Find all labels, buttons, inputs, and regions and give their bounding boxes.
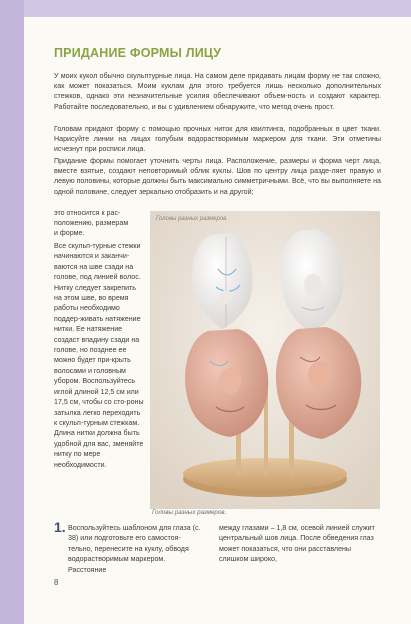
doll-heads-photo — [150, 211, 380, 509]
section-title: ПРИДАНИЕ ФОРМЫ ЛИЦУ — [54, 46, 222, 60]
doll-heads-illustration — [150, 211, 380, 509]
step-number: 1. — [54, 519, 66, 535]
wrap-line: это относится к рас- — [54, 209, 121, 217]
wrap-line: положению, размерам — [54, 219, 129, 227]
page-number: 8 — [54, 578, 59, 587]
photo-caption: Головы разных размеров. — [156, 216, 228, 222]
step-text: Воспользуйтесь шаблоном для глаза (с. 38) или подготовьте его самостоя-тельно, перенесите на куклу, обводя водорастворимым маркером. Расстояние — [68, 524, 201, 574]
figure-caption: Головы разных размеров. — [152, 509, 227, 516]
intro-paragraph: У моих кукол обычно скульптурные лица. На самом деле придавать лицам форму не так сложно, как может показаться. Моим куклам для этого требуется лишь несколько дополнительных стежков, однако эти незначительные усилия обеспечивают объем-ность и создают характер. Работайте последовательно, и вы с удивлением обнаружите, что метод очень прост. — [54, 72, 381, 111]
thread-paragraph: Головам придают форму с помощью прочных ниток для квилтинга, подобранных в цвет ткани. Нарисуйте линии на лицах голубым водорастворимым маркером для ткани. Эти отметины исчезнут при росписи лица. — [54, 125, 381, 154]
sculpting-column: Все скульп-турные стежки начинаются и заканчи-ваются на шве сзади на голове, под линией волос. Нитку следует закрепить на этом шве, во время работы необходимо поддер-живать натяжение нитки. Ее натяжение создаст впадину сзади на голове, но позднее ее можно будет при-крыть волосами и головным убором. Воспользуйтесь иглой длиной 12,5 см или 17,5 см, чтобы со сто-роны затылка легко переходить к скульп-турным стежкам. Длина нитки должна быть удобной для вас, зменяйте нитку по мере необходимости. — [54, 242, 144, 469]
features-paragraph: Придание формы помогает уточнить черты лица. Расположение, размеры и форма черт лица, вместе взятые, создают неповторимый облик куклы. Шов по центру лица разде-ляет правую и левую половины, которые должны быть максимально симметричными. Всё, что вы выполняете на одной половине, следует зеркально отобразить и на другой; — [54, 157, 381, 196]
step-1 — [54, 519, 204, 575]
step-continuation: между глазами – 1,8 см, осевой линией служит центральный шов лица. После обведения глаз может показаться, что они расставлены слишком широко, — [219, 524, 375, 564]
wrap-line: и форме. — [54, 229, 85, 237]
page-header-band — [24, 0, 411, 17]
